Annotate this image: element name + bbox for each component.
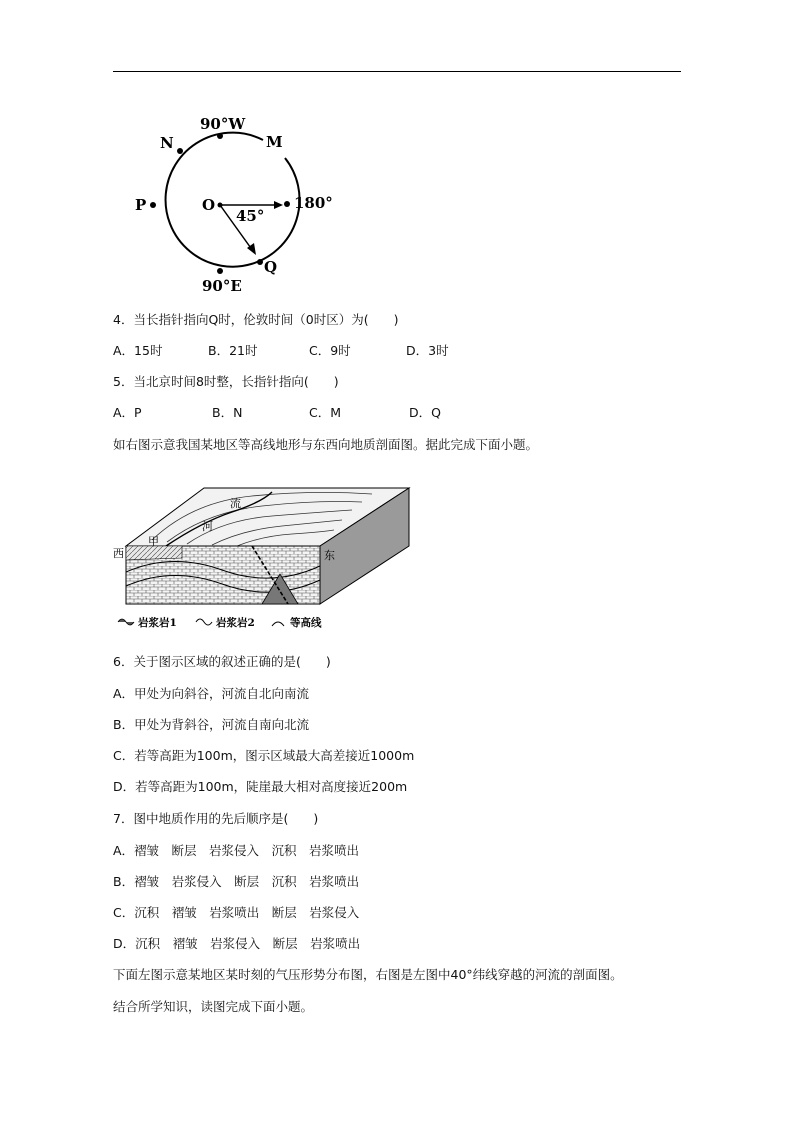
- label-n: N: [160, 134, 174, 152]
- point-p: [150, 202, 156, 208]
- q7-option-d[interactable]: D．沉积 褶皱 岩浆侵入 断层 岩浆喷出: [113, 936, 361, 951]
- q5-option-c[interactable]: C．M: [309, 405, 342, 420]
- label-o: O: [202, 196, 216, 214]
- intro-next-line-2: 结合所学知识，读图完成下面小题。: [113, 999, 314, 1014]
- q6-option-b[interactable]: B．甲处为背斜谷，河流自南向北流: [113, 717, 310, 732]
- label-he: 河: [202, 520, 213, 533]
- q6-option-c[interactable]: C．若等高距为100m，图示区域最大高差接近1000m: [113, 748, 415, 763]
- q4-stem: 4．当长指针指向Q时，伦敦时间（0时区）为( ): [113, 312, 399, 327]
- geologic-block-diagram: [112, 482, 412, 634]
- q6-stem: 6．关于图示区域的叙述正确的是( ): [113, 654, 331, 669]
- point-180: [284, 201, 290, 207]
- point-n: [177, 148, 183, 154]
- q4-option-a[interactable]: A．15时: [113, 343, 163, 358]
- q7-option-a[interactable]: A．褶皱 断层 岩浆侵入 沉积 岩浆喷出: [113, 843, 360, 858]
- q6-option-d[interactable]: D．若等高距为100m，陡崖最大相对高度接近200m: [113, 779, 408, 794]
- arrowhead-horizontal: [274, 201, 283, 209]
- q4-option-d[interactable]: D．3时: [406, 343, 449, 358]
- q5-option-b[interactable]: B．N: [212, 405, 243, 420]
- q7-option-b[interactable]: B．褶皱 岩浆侵入 断层 沉积 岩浆喷出: [113, 874, 360, 889]
- label-p: P: [135, 196, 147, 214]
- q4-option-b[interactable]: B．21时: [208, 343, 258, 358]
- intro-6-7: 如右图示意我国某地区等高线地形与东西向地质剖面图。据此完成下面小题。: [113, 437, 539, 452]
- label-q: Q: [264, 258, 278, 276]
- clock-circle: [166, 133, 300, 267]
- point-90e: [217, 268, 223, 274]
- q5-option-a[interactable]: A．P: [113, 405, 142, 420]
- label-m: M: [266, 133, 283, 151]
- q7-option-c[interactable]: C．沉积 褶皱 岩浆喷出 断层 岩浆侵入: [113, 905, 360, 920]
- q7-stem: 7．图中地质作用的先后顺序是( ): [113, 811, 319, 826]
- q5-option-d[interactable]: D．Q: [409, 405, 441, 420]
- label-90w: 90°W: [200, 115, 246, 133]
- header-rule: [113, 71, 681, 72]
- point-90w: [217, 133, 223, 139]
- label-west: 西: [113, 547, 124, 560]
- q5-stem: 5．当北京时间8时整，长指针指向( ): [113, 374, 339, 389]
- legend-icon-2: [196, 619, 212, 625]
- clock-diagram: [128, 108, 348, 298]
- label-90e: 90°E: [202, 277, 242, 295]
- q4-option-c[interactable]: C．9时: [309, 343, 351, 358]
- legend-icon-1: [118, 619, 134, 625]
- label-180: 180°: [294, 194, 333, 212]
- legend-label-1: 岩浆岩1: [138, 617, 177, 629]
- legend-label-2: 岩浆岩2: [216, 617, 255, 629]
- q6-option-a[interactable]: A．甲处为向斜谷，河流自北向南流: [113, 686, 310, 701]
- label-angle: 45°: [236, 207, 265, 225]
- intro-next-line-1: 下面左图示意某地区某时刻的气压形势分布图，右图是左图中40°纬线穿越的河流的剖面图。: [113, 967, 623, 982]
- legend-icon-3: [272, 622, 284, 626]
- label-jia: 甲: [148, 535, 159, 548]
- label-east: 东: [324, 549, 335, 562]
- sediment-layer: [126, 546, 182, 560]
- label-liu: 流: [230, 497, 241, 510]
- legend-label-3: 等高线: [290, 617, 322, 629]
- point-q: [257, 259, 263, 265]
